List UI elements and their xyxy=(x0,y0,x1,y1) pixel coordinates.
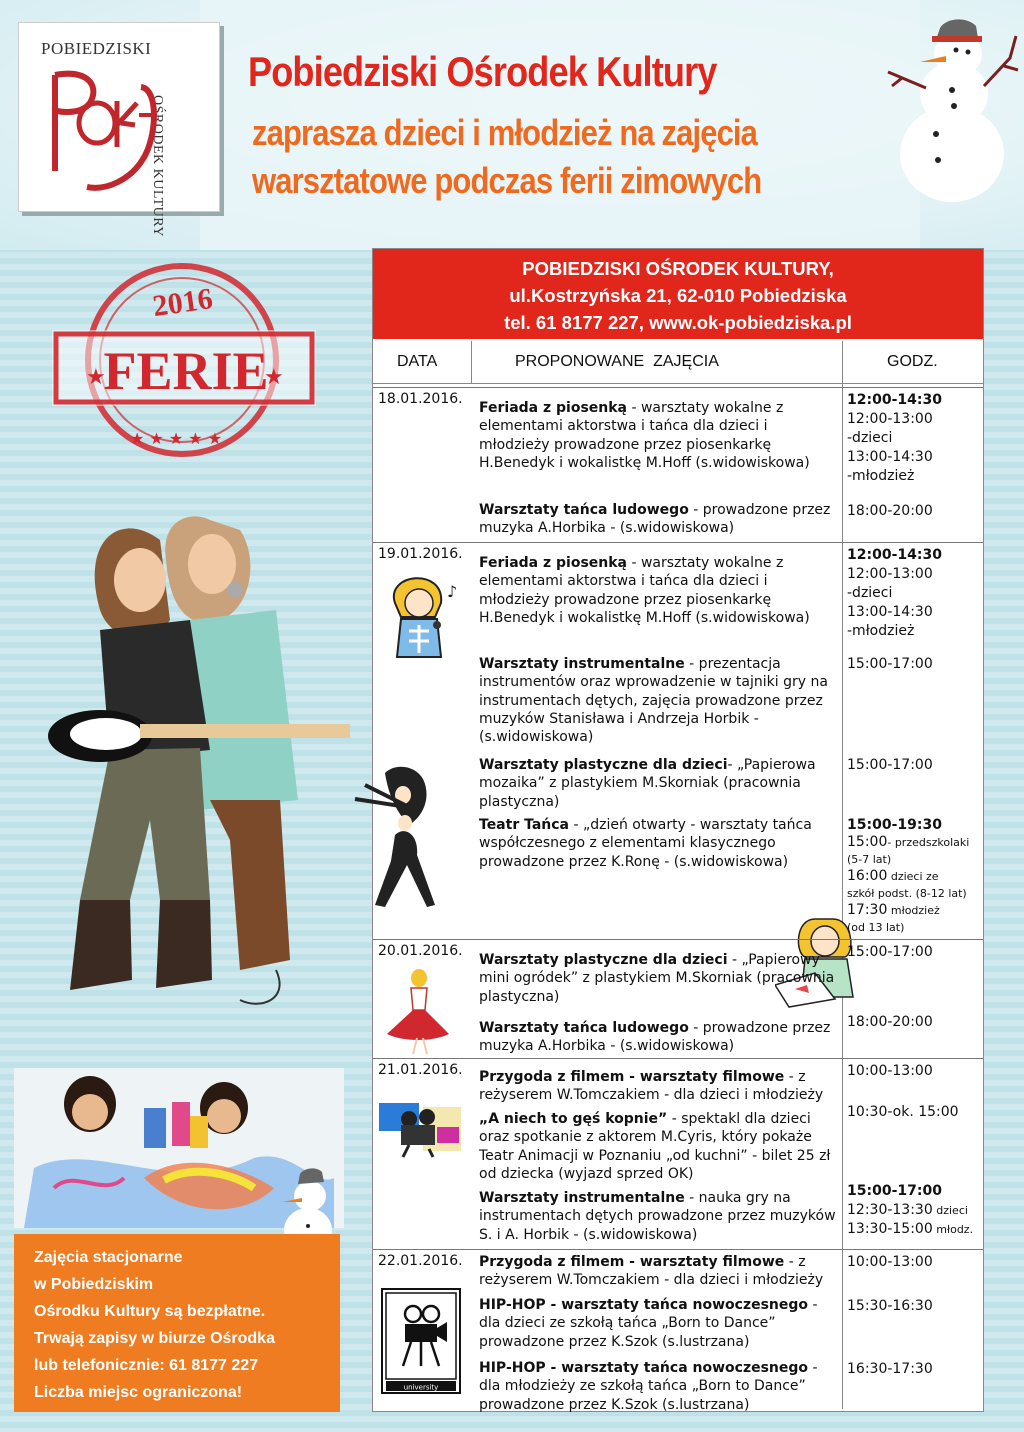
time-slot xyxy=(847,1062,981,1081)
film-camera-clipart-icon xyxy=(379,1099,465,1159)
activity-desc: - warsztaty wokalne z elementami aktorstwa i tańca dla dzieci i młodzieży prowadzone przez piosenkarkę H.Benedyk i wokalistkę M.Hoff (s.widowiskowa) xyxy=(479,555,810,626)
time-slot xyxy=(847,1297,981,1316)
time-slot xyxy=(847,502,981,521)
film-university-icon xyxy=(381,1288,461,1394)
time-line: szkół podst. (8-12 lat) xyxy=(847,887,967,900)
activity-title: Feriada z piosenką xyxy=(479,400,627,416)
folk-dancer-icon xyxy=(383,966,453,1056)
table-row xyxy=(373,387,983,542)
activity-desc: - nauka gry na instrumentach dętych prowadzone przez muzyków S. i A. Horbik - (s.widowiskowa) xyxy=(479,1190,836,1243)
time-line: 10:00-13:00 xyxy=(847,1063,933,1079)
time-slot xyxy=(847,391,981,486)
page-title: Pobiedziski Ośrodek Kultury xyxy=(248,48,717,95)
schedule-rows xyxy=(373,387,983,1414)
activity-title: Warsztaty plastyczne dla dzieci xyxy=(479,757,728,773)
time-slot xyxy=(847,1103,981,1122)
ferie-stamp xyxy=(52,262,332,472)
row-date: 21.01.2016. xyxy=(378,1062,463,1078)
activity-desc: - prowadzone przez muzyka A.Horbika - (s.widowiskowa) xyxy=(479,502,831,537)
time-line: 13:00-14:30 xyxy=(847,604,933,620)
activity-entry xyxy=(479,1253,841,1290)
time-main: 15:00-17:00 xyxy=(847,1183,942,1199)
dancers-icon xyxy=(345,765,465,915)
activity-entry xyxy=(479,1110,841,1183)
time-line: 12:00-13:00 xyxy=(847,566,933,582)
time-line: 12:30-13:30 dzieci xyxy=(847,1202,968,1218)
activity-entry xyxy=(479,501,841,538)
time-main: 15:00-19:30 xyxy=(847,817,942,833)
row-date: 22.01.2016. xyxy=(378,1253,463,1269)
time-line: -młodzież xyxy=(847,623,915,639)
activity-desc: - dla młodzieży ze szkołą tańca „Born to Dance” prowadzone przez K.Szok (s.lustrzana) xyxy=(479,1360,818,1413)
activity-entry xyxy=(479,554,841,627)
activity-entry xyxy=(479,951,841,1006)
activity-desc: - spektakl dla dzieci oraz spotkanie z aktorem M.Cyris, który pokaże Teatr Animacji w Poznaniu „od kuchni” - bilet 25 zł od dziecka (wyjazd sprzed OK) xyxy=(479,1111,831,1182)
activity-title: Warsztaty tańca ludowego xyxy=(479,502,689,518)
info-line: Liczba miejsc ograniczona! xyxy=(34,1384,243,1401)
time-line: 15:00-17:00 xyxy=(847,757,933,773)
kids-with-guitar-illustration xyxy=(40,500,350,1020)
time-line: -dzieci xyxy=(847,585,893,601)
time-slot xyxy=(847,1182,981,1239)
activity-entry xyxy=(479,816,841,871)
subtitle-line-2: warsztatowe podczas ferii zimowych xyxy=(252,160,762,201)
info-line: lub telefonicznie: 61 8177 227 xyxy=(34,1357,259,1374)
table-row xyxy=(373,1058,983,1249)
time-line: -młodzież xyxy=(847,468,915,484)
activity-title: Warsztaty tańca ludowego xyxy=(479,1020,689,1036)
activity-title: Warsztaty plastyczne dla dzieci xyxy=(479,952,728,968)
svg-text:★ ★ ★ ★ ★: ★ ★ ★ ★ ★ xyxy=(130,429,223,448)
contact-line-1: POBIEDZISKI OŚRODEK KULTURY, xyxy=(522,258,834,279)
info-line: Trwają zapisy w biurze Ośrodka xyxy=(34,1330,275,1347)
activity-entry xyxy=(479,1068,841,1105)
time-slot xyxy=(847,546,981,641)
time-line: 15:00-17:00 xyxy=(847,656,933,672)
table-row xyxy=(373,1249,983,1414)
time-slot xyxy=(847,817,981,936)
divider xyxy=(471,341,472,383)
table-row xyxy=(373,939,983,1058)
activity-entry xyxy=(479,1189,841,1244)
activity-title: „A niech to gęś kopnie” xyxy=(479,1111,668,1127)
info-line: w Pobiedziskim xyxy=(34,1276,154,1293)
time-line: 15:30-16:30 xyxy=(847,1298,933,1314)
time-line: 10:00-13:00 xyxy=(847,1254,933,1270)
activity-title: Warsztaty instrumentalne xyxy=(479,656,685,672)
info-line: Ośrodku Kultury są bezpłatne. xyxy=(34,1303,266,1320)
time-line: 16:30-17:30 xyxy=(847,1361,933,1377)
activity-desc: - prowadzone przez muzyka A.Horbika - (s.widowiskowa) xyxy=(479,1020,831,1055)
activity-desc: - prezentacja instrumentów oraz wprowadzenie w tajniki gry na instrumentach dętych, zajęcia prowadzone przez muzyków Stanisława i Andrzeja Horbik - (s.widowiskowa) xyxy=(479,656,828,746)
schedule-panel xyxy=(372,248,984,1412)
row-date: 20.01.2016. xyxy=(378,943,463,959)
time-line: 15:00-17:00 xyxy=(847,944,933,960)
svg-text:♪: ♪ xyxy=(447,582,458,601)
time-slot xyxy=(847,655,981,674)
activity-desc: - „Papierowy mini ogródek” z plastykiem M.Skorniak (pracownia plastyczna) xyxy=(479,952,835,1005)
activity-entry xyxy=(479,1019,841,1056)
time-line: 15:00- przedszkolaki xyxy=(847,834,970,850)
svg-text:★: ★ xyxy=(86,365,106,390)
subtitle-line-1: zaprasza dzieci i młodzież na zajęcia xyxy=(252,112,758,153)
time-line: -dzieci xyxy=(847,430,893,446)
activity-title: Warsztaty instrumentalne xyxy=(479,1190,685,1206)
pok-logo xyxy=(18,22,220,237)
col-date: DATA xyxy=(397,353,438,370)
time-line: 16:00 dzieci ze xyxy=(847,868,939,884)
logo-side-text: OŚRODEK KULTURY xyxy=(150,95,165,237)
contact-line-2: ul.Kostrzyńska 21, 62-010 Pobiedziska xyxy=(509,285,847,306)
activity-desc: - warsztaty wokalne z elementami aktorstwa i tańca dla dzieci i młodzieży prowadzone przez piosenkarkę H.Benedyk i wokalistkę M.Hoff (s.widowiskowa) xyxy=(479,400,810,471)
activity-title: Feriada z piosenką xyxy=(479,555,627,571)
row-date: 19.01.2016. xyxy=(378,546,463,562)
time-slot xyxy=(847,943,981,962)
contact-line-3: tel. 61 8177 227, www.ok-pobiedziska.pl xyxy=(504,312,852,333)
time-line: 18:00-20:00 xyxy=(847,503,933,519)
time-line: (od 13 lat) xyxy=(847,921,905,934)
activity-title: Przygoda z filmem - warsztaty filmowe xyxy=(479,1069,785,1085)
film-icon-label: university xyxy=(403,1383,439,1392)
activity-desc: - z reżyserem W.Tomczakiem - dla dzieci i młodzieży xyxy=(479,1069,824,1104)
logo-top-text: POBIEDZISKI xyxy=(41,39,152,58)
time-line: 13:00-14:30 xyxy=(847,449,933,465)
activity-desc: - dla dzieci ze szkołą tańca „Born to Dance” prowadzone przez K.Szok (s.lustrzana) xyxy=(479,1297,818,1350)
activity-title: HIP-HOP - warsztaty tańca nowoczesnego xyxy=(479,1360,809,1376)
stamp-year: 2016 xyxy=(150,282,215,324)
col-activities: PROPONOWANE ZAJĘCIA xyxy=(515,353,719,370)
svg-text:★: ★ xyxy=(264,365,284,390)
info-box xyxy=(14,1234,340,1412)
time-line: 10:30-ok. 15:00 xyxy=(847,1104,959,1120)
time-slot xyxy=(847,1253,981,1272)
time-line: (5-7 lat) xyxy=(847,853,892,866)
row-date: 18.01.2016. xyxy=(378,391,463,407)
time-line: 18:00-20:00 xyxy=(847,1014,933,1030)
activity-title: HIP-HOP - warsztaty tańca nowoczesnego xyxy=(479,1297,809,1313)
time-slot xyxy=(847,1013,981,1032)
activity-entry xyxy=(479,399,841,472)
activity-desc: - „Papierowa mozaika” z plastykiem M.Skorniak (pracownia plastyczna) xyxy=(479,757,816,810)
info-line: Zajęcia stacjonarne xyxy=(34,1249,183,1266)
column-headers xyxy=(373,341,983,384)
activity-entry xyxy=(479,1359,841,1414)
time-line: 13:30-15:00 młodz. xyxy=(847,1221,974,1237)
activity-title: Teatr Tańca xyxy=(479,817,570,833)
stamp-word: FERIE xyxy=(103,341,269,401)
time-slot xyxy=(847,1360,981,1379)
activity-entry xyxy=(479,1296,841,1351)
time-main: 12:00-14:30 xyxy=(847,392,942,408)
activity-title: Przygoda z filmem - warsztaty filmowe xyxy=(479,1254,785,1270)
snowman-icon xyxy=(882,14,1022,204)
logo-monogram-icon xyxy=(47,67,165,197)
singer-girl-icon xyxy=(385,573,465,663)
activity-desc: - „dzień otwarty - warsztaty tańca współczesnego z elementami klasycznego prowadzone przez K.Ronę - (s.widowiskowa) xyxy=(479,817,812,870)
activity-entry xyxy=(479,655,841,746)
time-line: 12:00-13:00 xyxy=(847,411,933,427)
table-row xyxy=(373,542,983,939)
col-hours: GODZ. xyxy=(887,353,938,370)
activity-entry xyxy=(479,756,841,811)
time-main: 12:00-14:30 xyxy=(847,547,942,563)
time-line: 17:30 młodzież xyxy=(847,902,940,918)
contact-header xyxy=(373,249,983,339)
activity-desc: - z reżyserem W.Tomczakiem - dla dzieci i młodzieży xyxy=(479,1254,824,1289)
time-slot xyxy=(847,756,981,775)
